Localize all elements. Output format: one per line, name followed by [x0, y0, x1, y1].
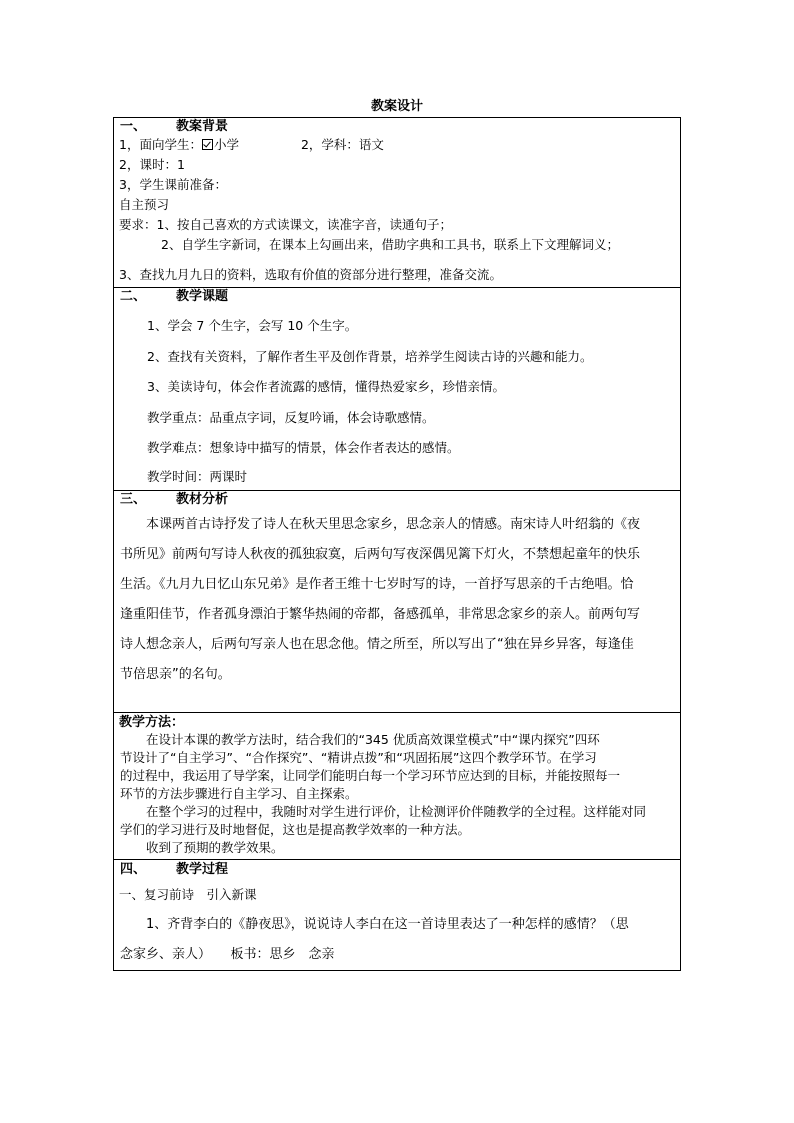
- section-title: 教案背景: [176, 119, 229, 134]
- method-line: 节设计了“自主学习”、“合作探究”、“精讲点拨”和“巩固拓展”这四个教学环节。在学习: [120, 749, 597, 765]
- process-line: 念家乡、亲人） 板书：思乡 念亲: [120, 946, 335, 962]
- key-point-line: 教学重点：品重点字词，反复吟诵，体会诗歌感情。: [147, 409, 435, 425]
- section-title: 教学过程: [176, 861, 229, 877]
- section-number: 二、: [120, 289, 147, 304]
- checked-checkbox-icon: [202, 139, 213, 150]
- analysis-paragraph: [114, 508, 680, 712]
- self-study-line: 自主预习: [119, 197, 170, 212]
- section-heading: [114, 491, 680, 508]
- method-paragraph: [114, 731, 680, 857]
- section-title: 教学课题: [176, 289, 229, 304]
- requirement-3: 3、查找九月九日的资料，选取有价值的资部分进行整理，准备交流。: [119, 267, 502, 282]
- lesson-plan-table: [113, 117, 681, 971]
- method-line: 的过程中，我运用了导学案，让同学们能明白每一个学习环节应达到的目标，并能按照每一: [120, 767, 621, 783]
- method-heading: 教学方法：: [119, 714, 185, 730]
- target-value: 小学: [213, 137, 239, 152]
- method-line: 在整个学习的过程中，我随时对学生进行评价，让检测评价伴随教学的全过程。这样能对同: [146, 803, 647, 819]
- analysis-line: 诗人想念亲人，后两句写亲人也在思念他。情之所至，所以写出了“独在异乡异客，每逢佳: [120, 636, 634, 652]
- analysis-line: 书所见》前两句写诗人秋夜的孤独寂寞，后两句写夜深偶见篱下灯火，不禁想起童年的快乐: [120, 546, 641, 562]
- requirement-2: 2、自学生字新词，在课本上勾画出来，借助字典和工具书，联系上下文理解词义；: [161, 237, 619, 252]
- method-line: 学们的学习进行及时地督促，这也是提高教学效率的一种方法。: [120, 821, 471, 837]
- document-title: 教案设计: [370, 99, 423, 114]
- section-method: [114, 712, 680, 859]
- subject-text: 2，学科：语文: [300, 137, 384, 152]
- section-topic: [114, 287, 680, 490]
- hours-line: 2，课时：1: [119, 157, 185, 172]
- process-subheading: 一、复习前诗 引入新课: [119, 886, 257, 902]
- analysis-line: 节倍思亲”的名句。: [120, 666, 231, 682]
- analysis-line: 本课两首古诗抒发了诗人在秋天里思念家乡，思念亲人的情感。南宋诗人叶绍翁的《夜: [146, 516, 641, 532]
- process-paragraph: [114, 910, 680, 970]
- target-label: 1，面向学生：: [119, 137, 202, 152]
- method-line: 在设计本课的教学方法时，结合我们的“345 优质高效课堂模式”中“课内探究”四环: [146, 731, 600, 747]
- analysis-line: 逢重阳佳节，作者孤身漂泊于繁华热闹的帝都，备感孤单，非常思念家乡的亲人。前两句写: [120, 606, 641, 622]
- section-analysis: [114, 490, 680, 712]
- section-process: [114, 859, 680, 970]
- requirement-1: 要求：1、按自己喜欢的方式读课文，读准字音，读通句子；: [119, 217, 452, 232]
- section-number: 四、: [120, 861, 147, 877]
- topic-line: 3、美读诗句，体会作者流露的感情，懂得热爱家乡，珍惜亲情。: [147, 379, 505, 394]
- topic-line: 1、学会 7 个生字，会写 10 个生字。: [147, 318, 358, 333]
- section-number: 一、: [120, 119, 147, 134]
- section-heading: [114, 860, 680, 880]
- time-line: 教学时间：两课时: [147, 468, 248, 484]
- section-heading: [114, 288, 680, 305]
- section-heading: [114, 118, 680, 135]
- prep-line: 3，学生课前准备：: [119, 177, 227, 192]
- difficulty-line: 教学难点：想象诗中描写的情景，体会作者表达的感情。: [147, 440, 460, 455]
- target-students-line: [114, 135, 680, 155]
- method-line: 环节的方法步骤进行自主学习、自主探索。: [120, 785, 358, 801]
- process-line: 1、齐背李白的《静夜思》，说说诗人李白在这一首诗里表达了一种怎样的感情？（思: [146, 916, 629, 932]
- section-background: [114, 118, 680, 287]
- analysis-line: 生活。《九月九日忆山东兄弟》是作者王维十七岁时写的诗，一首抒写思亲的千古绝唱。恰: [120, 576, 634, 592]
- section-number: 三、: [120, 491, 147, 507]
- method-line: 收到了预期的教学效果。: [146, 839, 284, 855]
- section-title: 教材分析: [176, 491, 229, 507]
- topic-line: 2、查找有关资料，了解作者生平及创作背景，培养学生阅读古诗的兴趣和能力。: [147, 348, 593, 364]
